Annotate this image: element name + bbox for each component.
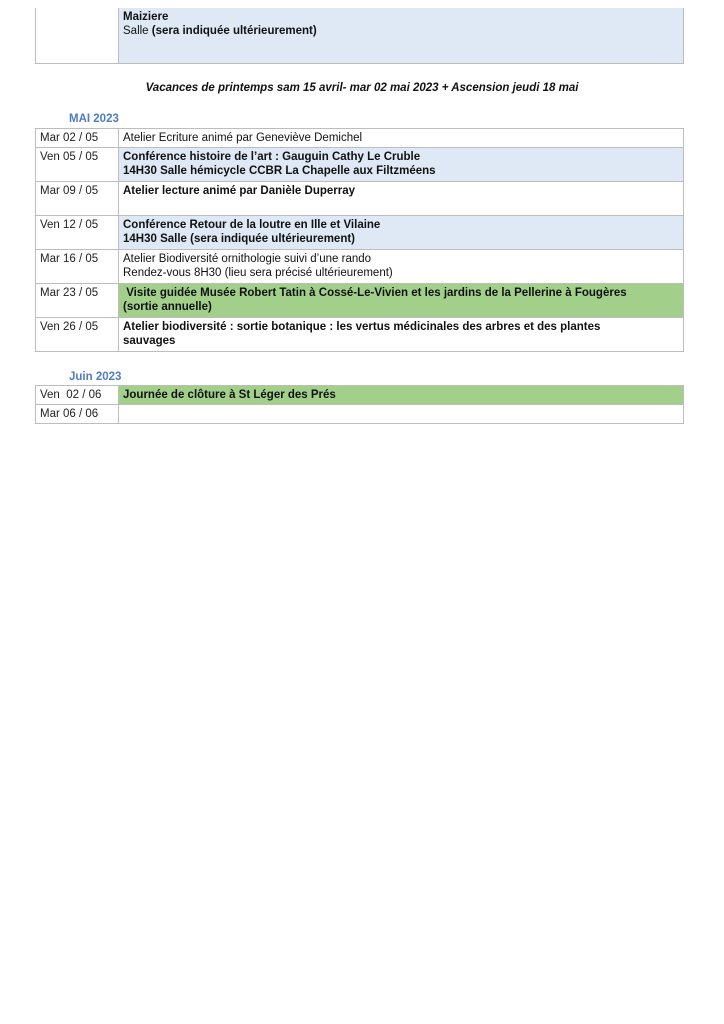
event-cell [119,182,684,216]
top-continuation-table [35,8,684,64]
table-row [36,148,684,182]
month-title-mai: MAI 2023 [69,113,119,125]
event-cell [119,8,684,64]
event-cell [119,284,684,318]
room-label: Salle [123,25,152,37]
event-detail: 14H30 Salle hémicycle CCBR La Chapelle aux Filtzméens [123,165,436,177]
event-title: Conférence histoire de l’art : Gauguin Cathy Le Cruble [123,151,421,163]
event-title: Journée de clôture à St Léger des Prés [123,389,336,401]
event-cell [119,216,684,250]
event-detail: (sortie annuelle) [123,301,212,313]
event-title: Atelier biodiversité : sortie botanique : les vertus médicinales des arbres et des plantes [123,321,601,333]
date-cell: Mar 23 / 05 [36,284,119,318]
event-title: Visite guidée Musée Robert Tatin à Cossé-Le-Vivien et les jardins de la Pellerine à Fougères [123,287,627,299]
date-cell [36,8,119,64]
table-row [36,405,684,424]
event-title: Atelier lecture animé par Danièle Duperray [123,185,356,197]
date-cell: Ven 02 / 06 [36,386,119,405]
event-room [123,24,679,38]
table-row [36,250,684,284]
date-cell: Mar 02 / 05 [36,129,119,148]
table-row [36,318,684,352]
event-cell [119,129,684,148]
table-row [36,386,684,405]
event-cell [119,148,684,182]
room-note: (sera indiquée ultérieurement) [151,25,317,37]
date-cell: Mar 06 / 06 [36,405,119,424]
date-cell: Mar 09 / 05 [36,182,119,216]
mai-schedule-table [35,128,684,352]
table-row [36,216,684,250]
date-cell: Ven 12 / 05 [36,216,119,250]
date-cell: Ven 26 / 05 [36,318,119,352]
date-cell: Mar 16 / 05 [36,250,119,284]
table-row [36,182,684,216]
holiday-notice: Vacances de printemps sam 15 avril- mar 02 mai 2023 + Ascension jeudi 18 mai [145,82,579,94]
event-cell [119,318,684,352]
event-cell [119,250,684,284]
event-location: Maiziere [123,11,169,23]
event-title: Conférence Retour de la loutre en Ille et Vilaine [123,219,381,231]
event-title: Atelier Biodiversité ornithologie suivi d’une rando [123,253,372,265]
month-title-juin: Juin 2023 [69,371,122,383]
table-row [36,284,684,318]
event-detail: sauvages [123,335,176,347]
event-detail: 14H30 Salle (sera indiquée ultérieurement) [123,233,356,245]
event-cell [119,405,684,424]
event-cell [119,386,684,405]
juin-schedule-table [35,385,684,424]
table-row [36,129,684,148]
event-detail: Rendez-vous 8H30 (lieu sera précisé ultérieurement) [123,267,393,279]
event-title: Atelier Ecriture animé par Geneviève Demichel [123,132,363,144]
table-row [36,8,684,64]
date-cell: Ven 05 / 05 [36,148,119,182]
